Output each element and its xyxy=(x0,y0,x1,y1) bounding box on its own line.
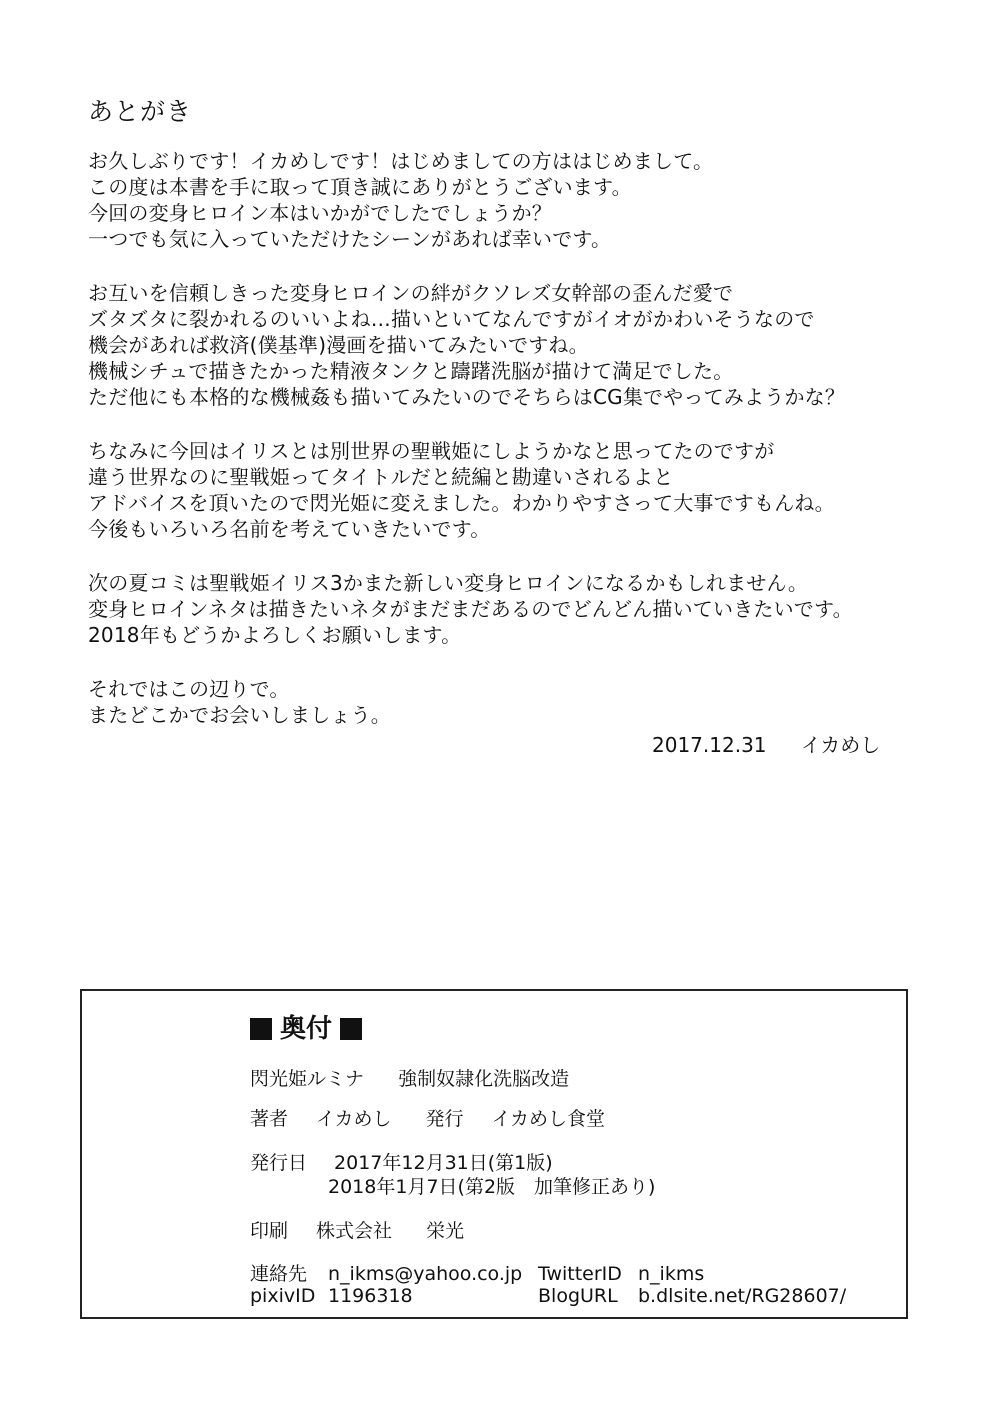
afterword-body xyxy=(88,148,928,756)
issue-date-second: 2018年1月7日(第2版 加筆修正あり) xyxy=(328,1176,656,1198)
issue-date-first: 2017年12月31日(第1版) xyxy=(334,1152,553,1174)
issue-date-row-2 xyxy=(250,1175,890,1199)
afterword-line: 変身ヒロインネタは描きたいネタがまだまだあるのでどんどん描いていきたいです。 xyxy=(88,597,853,621)
author-name: イカめし xyxy=(316,1108,392,1130)
colophon-content xyxy=(250,1009,890,1307)
afterword-line: 機械シチュで描きたかった精液タンクと躊躇洗脳が描けて満足でした。 xyxy=(88,359,734,383)
afterword-line: お互いを信頼しきった変身ヒロインの絆がクソレズ女幹部の歪んだ愛で xyxy=(88,281,734,305)
book-title-sub: 強制奴隷化洗脳改造 xyxy=(398,1068,570,1090)
black-square-icon xyxy=(340,1018,362,1040)
twitter-label: TwitterID xyxy=(538,1263,622,1285)
afterword-line: お久しぶりです！イカめしです！はじめましての方ははじめまして。 xyxy=(88,149,714,173)
blog-url: b.dlsite.net/RG28607/ xyxy=(638,1285,847,1307)
book-title-row xyxy=(250,1067,890,1091)
afterword-line: ズタズタに裂かれるのいいよね…描いといてなんですがイオがかわいそうなので xyxy=(88,307,815,331)
book-title-main: 閃光姫ルミナ xyxy=(250,1068,365,1090)
afterword-line: ちなみに今回はイリスとは別世界の聖戦姫にしようかなと思ってたのですが xyxy=(88,439,775,463)
printer-name: 栄光 xyxy=(426,1220,465,1242)
black-square-icon xyxy=(250,1018,272,1040)
afterword-line: 今後もいろいろ名前を考えていきたいです。 xyxy=(88,517,491,541)
issue-date-row xyxy=(250,1151,890,1175)
afterword-line: 一つでも気に入っていただけたシーンがあれば幸いです。 xyxy=(88,227,612,251)
printer-company: 株式会社 xyxy=(316,1220,393,1242)
pixiv-id: 1196318 xyxy=(328,1285,413,1307)
colophon-box xyxy=(80,989,908,1319)
blog-label: BlogURL xyxy=(538,1285,618,1307)
signature xyxy=(652,730,880,760)
contact-grid xyxy=(250,1263,890,1307)
signature-author: イカめし xyxy=(800,733,881,757)
afterword-paragraph xyxy=(88,570,928,648)
afterword-line: 今回の変身ヒロイン本はいかがでしたでしょうか？ xyxy=(88,201,552,225)
afterword-line: またどこかでお会いしましょう。 xyxy=(88,703,391,727)
issue-date-label: 発行日 xyxy=(250,1152,308,1174)
afterword-title: あとがき xyxy=(88,97,193,126)
afterword-line: 機会があれば救済(僕基準)漫画を描いてみたいですね。 xyxy=(88,333,589,357)
publisher-label: 発行 xyxy=(425,1108,464,1130)
signature-date: 2017.12.31 xyxy=(652,733,767,757)
afterword-paragraph xyxy=(88,280,928,410)
printer-row xyxy=(250,1219,890,1243)
afterword-line: ただ他にも本格的な機械姦も描いてみたいのでそちらはCG集でやってみようかな？ xyxy=(88,385,846,409)
contact-email: n_ikms@yahoo.co.jp xyxy=(328,1263,523,1285)
contact-label: 連絡先 xyxy=(250,1263,308,1285)
afterword-line: 次の夏コミは聖戦姫イリス3かまた新しい変身ヒロインになるかもしれません。 xyxy=(88,571,809,595)
printer-label: 印刷 xyxy=(250,1220,289,1242)
author-publisher-row xyxy=(250,1107,890,1131)
afterword-paragraph xyxy=(88,676,928,728)
afterword-line: この度は本書を手に取って頂き誠にありがとうございます。 xyxy=(88,175,632,199)
author-label: 著者 xyxy=(250,1108,289,1130)
afterword-line: それではこの辺りで。 xyxy=(88,677,290,701)
colophon-heading-text: 奥付 xyxy=(280,1014,333,1044)
afterword-line: 違う世界なのに聖戦姫ってタイトルだと続編と勘違いされるよと xyxy=(88,465,674,489)
afterword-line: 2018年もどうかよろしくお願いします。 xyxy=(88,623,462,647)
publisher-name: イカめし食堂 xyxy=(491,1108,606,1130)
pixiv-label: pixivID xyxy=(250,1285,316,1307)
afterword-paragraph xyxy=(88,438,928,542)
afterword-line: アドバイスを頂いたので閃光姫に変えました。わかりやすさって大事ですもんね。 xyxy=(88,491,835,515)
afterword-paragraph xyxy=(88,148,928,252)
twitter-id: n_ikms xyxy=(638,1263,705,1285)
colophon-heading xyxy=(250,1009,890,1049)
